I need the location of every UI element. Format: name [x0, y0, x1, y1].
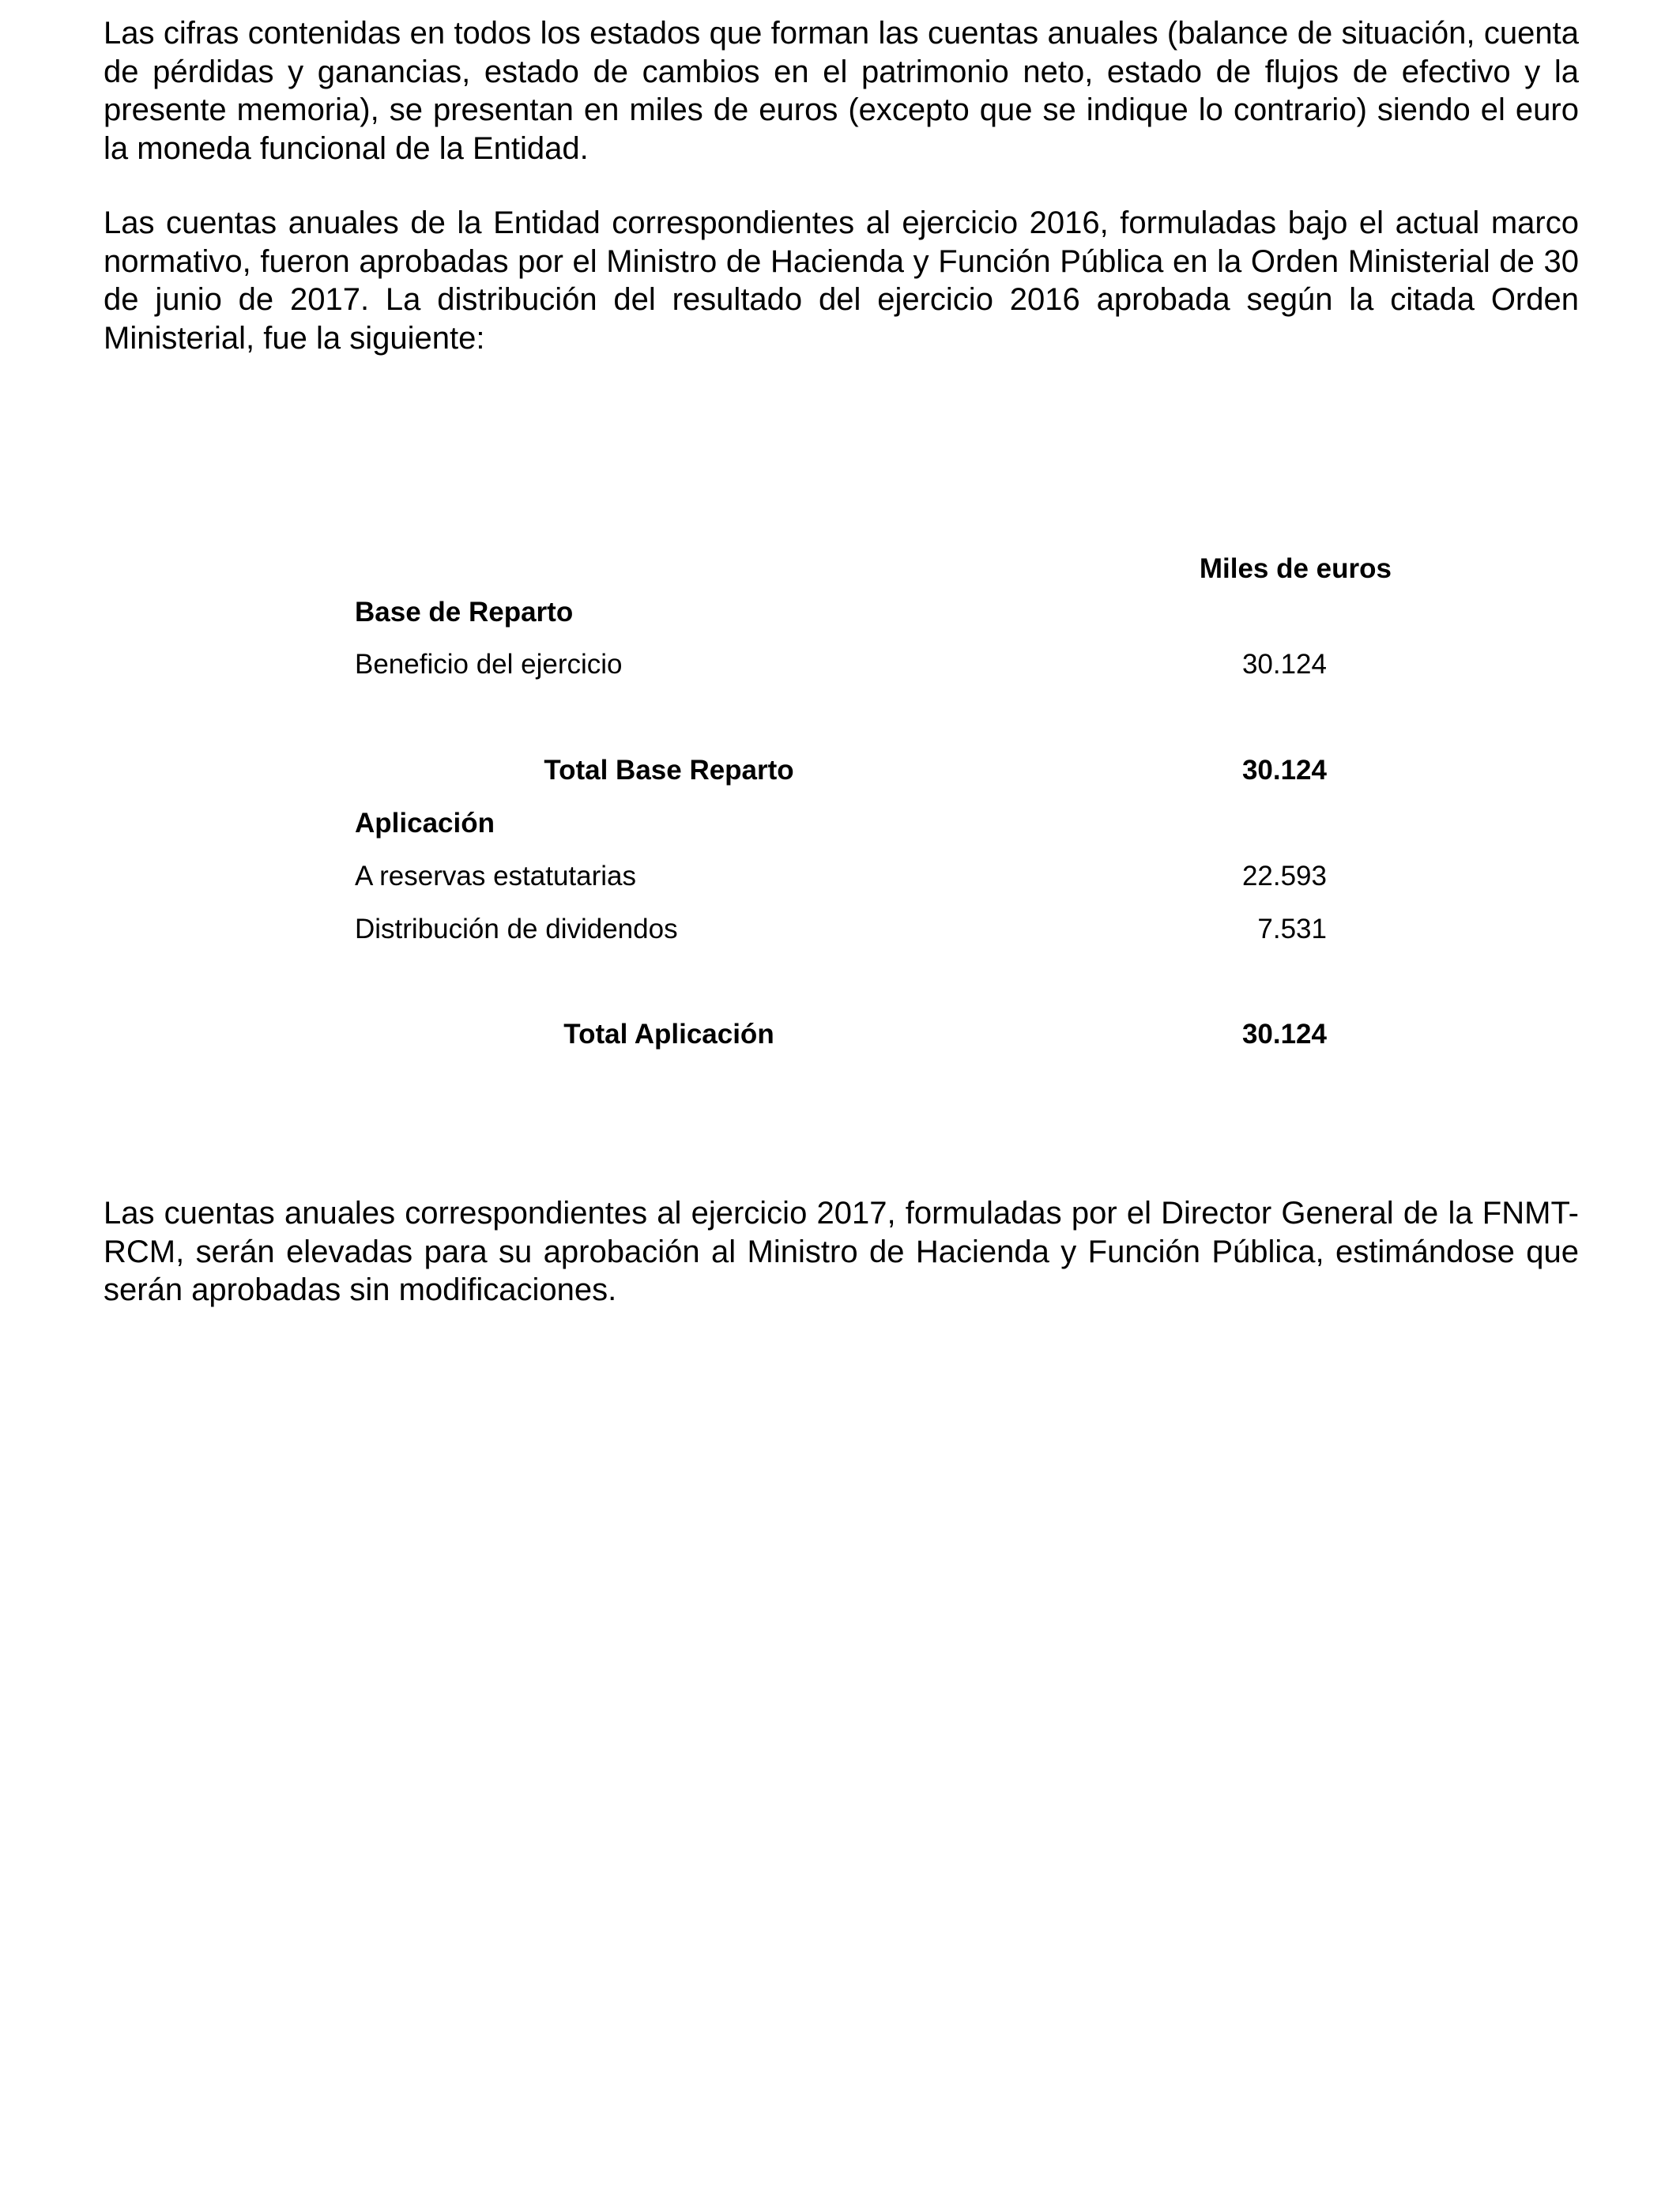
row-value-dividendos: 7.531	[1257, 914, 1327, 944]
total-value-aplicacion: 30.124	[1241, 1019, 1327, 1050]
total-label-base-reparto: Total Base Reparto	[544, 755, 794, 786]
row-label-reservas: A reservas estatutarias	[355, 861, 636, 892]
total-value-base-reparto: 30.124	[1241, 755, 1327, 786]
section-heading-base-de-reparto: Base de Reparto	[355, 597, 574, 628]
approval-paragraph: Las cuentas anuales de la Entidad correspondientes al ejercicio 2016, formuladas bajo el actual marco normativo, fueron aprobadas por el Ministro de Hacienda y Función Pública en la Orden Ministerial de 30 de junio de 2017. La distribución del resultado del ejercicio 2016 aprobada según la citada Orden Ministerial, fue la siguiente:	[104, 205, 1579, 356]
column-header-miles-de-euros: Miles de euros	[1199, 553, 1392, 584]
closing-paragraph: Las cuentas anuales correspondientes al ejercicio 2017, formuladas por el Director General de la FNMT-RCM, serán elevadas para su aprobación al Ministro de Hacienda y Función Pública, estimándose que serán aprobadas sin modificaciones.	[104, 1196, 1579, 1307]
row-label-dividendos: Distribución de dividendos	[355, 914, 678, 944]
total-label-aplicacion: Total Aplicación	[563, 1019, 774, 1050]
row-value-beneficio: 30.124	[1241, 649, 1327, 680]
intro-paragraph: Las cifras contenidas en todos los estados que forman las cuentas anuales (balance de situación, cuenta de pérdidas y ganancias, estado de cambios en el patrimonio neto, estado de flujos de efectivo y la presente memoria), se presentan en miles de euros (excepto que se indique lo contrario) siendo el euro la moneda funcional de la Entidad.	[104, 16, 1579, 166]
row-value-reservas: 22.593	[1241, 861, 1327, 892]
row-label-beneficio: Beneficio del ejercicio	[355, 649, 623, 680]
section-heading-aplicacion: Aplicación	[355, 808, 495, 839]
